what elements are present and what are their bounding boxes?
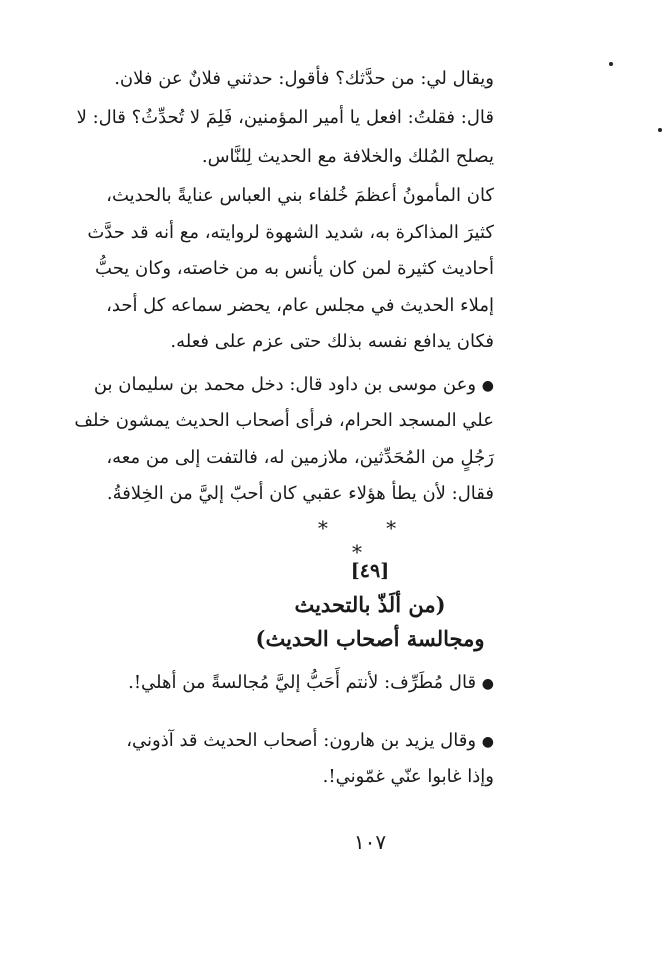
text-line (126, 726, 494, 757)
text-line: أحاديث كثيرة لمن كان يأنس به من خاصته، وكان يحبُّ (95, 258, 494, 279)
section-title-line: ومجالسة أصحاب الحديث) (255, 626, 485, 651)
text-line: وإذا غابوا عنّي غمّوني!. (322, 766, 494, 787)
text-line: كثيرَ المذاكرة به، شديد الشهوة لروايته، مع أنه قد حدَّث (87, 222, 494, 243)
text-line: علي المسجد الحرام، فرأى أصحاب الحديث يمشون خلف (74, 410, 494, 431)
text-line: إملاء الحديث في مجلس عام، يحضر سماعه كل أحد، (106, 295, 494, 316)
page-number: ١٠٧ (353, 830, 387, 854)
text-line: قال: فقلتُ: افعل يا أمير المؤمنين، فَلِمَ لا تُحدِّثُ؟ قال: لا (76, 107, 494, 128)
text-line: رَجُلٍ من المُحَدِّثين، ملازمين له، فالتفت إلى من معه، (106, 447, 494, 468)
text-line (128, 668, 494, 699)
text-line: فقال: لأن يطأ هؤلاء عقبي كان أحبّ إليَّ من الخِلافةُ. (106, 483, 494, 504)
bullet-icon: ● (481, 378, 494, 394)
text-span: قال مُطَرِّف: لأنتم أَحَبُّ إليَّ مُجالسةً من أهلي!. (128, 672, 477, 693)
text-span: وعن موسى بن داود قال: دخل محمد بن سليمان بن (93, 374, 477, 395)
text-line: يصلح المُلك والخلافة مع الحديث لِلنَّاس. (201, 146, 494, 167)
section-separator: * * * (317, 516, 423, 564)
text-line: ويقال لي: من حدَّثك؟ فأقول: حدثني فلانٌ عن فلان. (114, 68, 494, 89)
bullet-icon: ● (481, 676, 494, 692)
margin-mark (658, 128, 662, 132)
text-line: فكان يدافع نفسه بذلك حتى عزم على فعله. (170, 331, 494, 352)
text-line: كان المأمونُ أعظمَ خُلفاء بني العباس عنايةً بالحديث، (106, 185, 494, 206)
margin-mark (609, 62, 613, 66)
text-line (93, 370, 494, 401)
section-title-line: (من ألَذّ بالتحديث (294, 592, 446, 617)
text-span: وقال يزيد بن هارون: أصحاب الحديث قد آذوني، (126, 730, 477, 751)
section-number: [٤٩] (350, 560, 390, 582)
bullet-icon: ● (481, 734, 494, 750)
